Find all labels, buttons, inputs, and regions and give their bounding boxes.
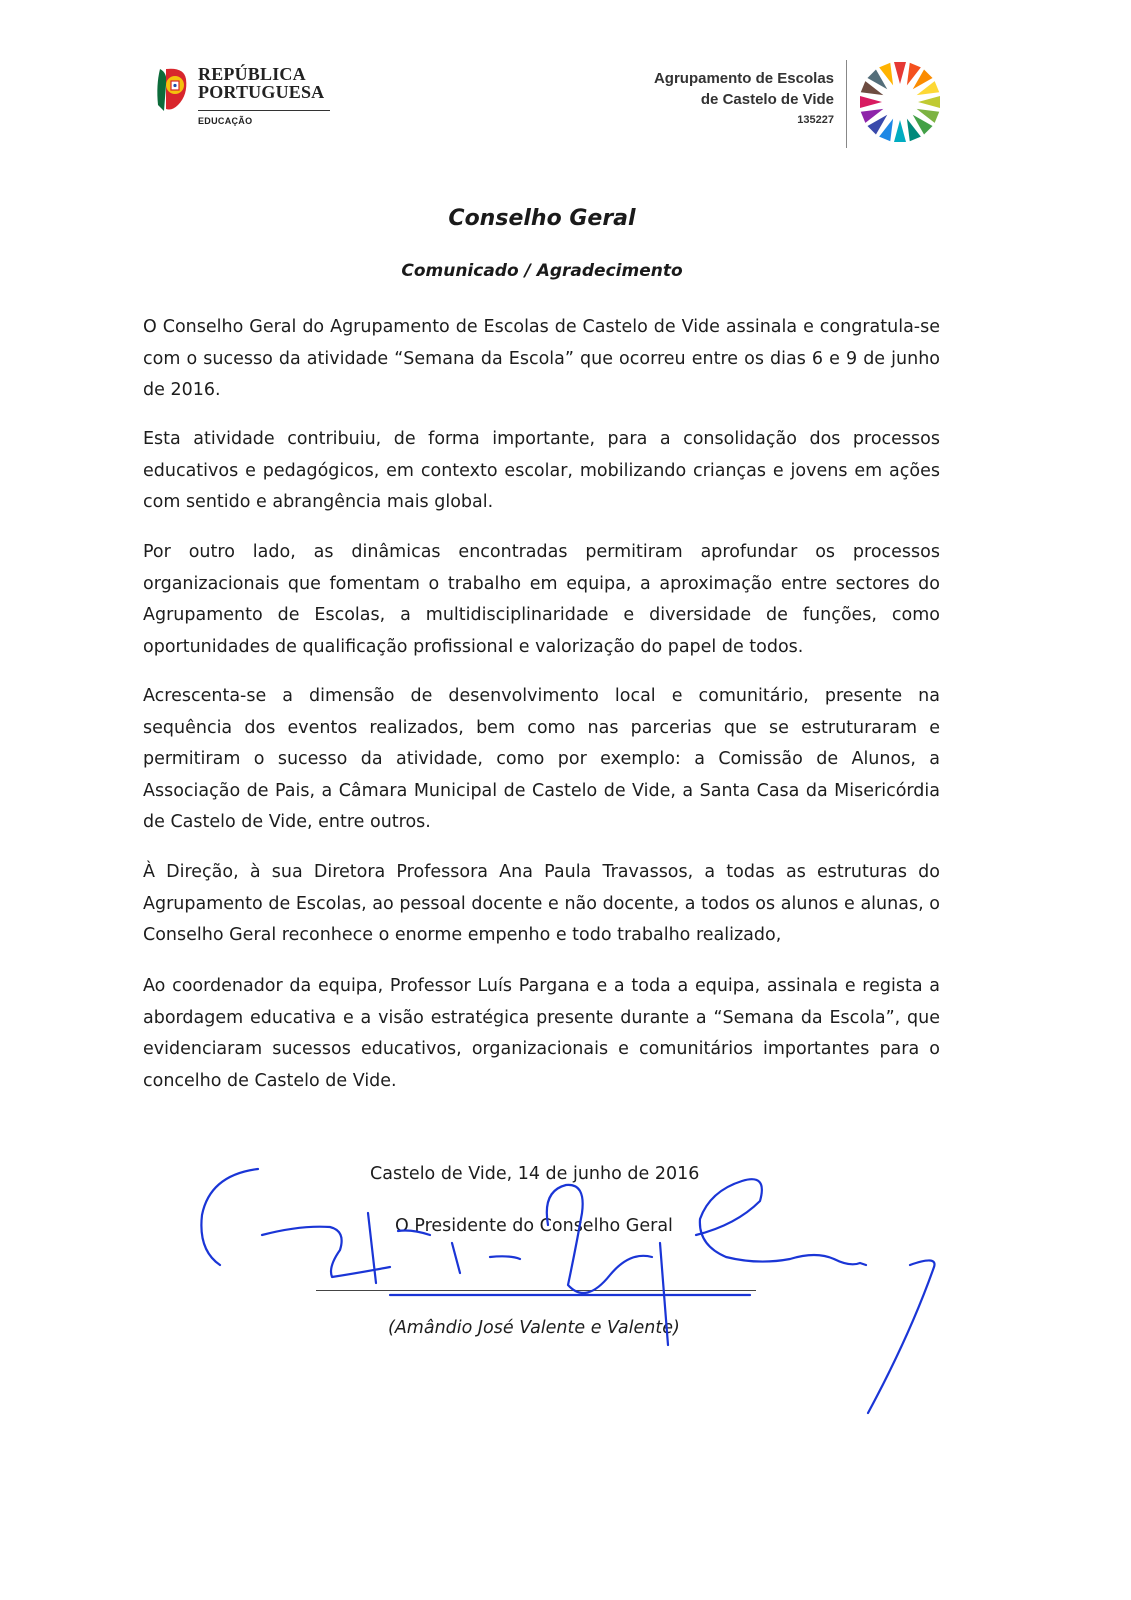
signer-name: (Amândio José Valente e Valente)	[388, 1318, 680, 1338]
agrupamento-flower-logo-icon	[856, 58, 944, 146]
page-title: Conselho Geral	[448, 206, 636, 231]
agrupamento-header	[600, 68, 860, 152]
paragraph-3: Por outro lado, as dinâmicas encontradas permitiram aprofundar os processos organizacionais que fomentam o trabalho em equipa, a aproximação entre sectores do Agrupamento de Escolas, a multidisciplinaridade e diversidade de funções, como oportunidades de qualificação profissional e valorização do papel de todos.	[143, 542, 940, 657]
republica-portuguesa-logo	[154, 63, 334, 133]
paragraph-1: O Conselho Geral do Agrupamento de Escolas de Castelo de Vide assinala e congratula-se com o sucesso da atividade “Semana da Escola” que ocorreu entre os dias 6 e 9 de junho de 2016.	[143, 317, 940, 400]
header-divider	[846, 60, 847, 148]
paragraph-5: À Direção, à sua Diretora Professora Ana Paula Travassos, a todas as estruturas do Agrupamento de Escolas, ao pessoal docente e não docente, a todos os alunos e alunas, o Conselho Geral reconhece o enorme empenho e todo trabalho realizado,	[143, 862, 940, 945]
paragraph-4: Acrescenta-se a dimensão de desenvolvimento local e comunitário, presente na sequência dos eventos realizados, bem como nas parcerias que se estruturaram e permitiram o sucesso da atividade, como por exemplo: a Comissão de Alunos, a Associação de Pais, a Câmara Municipal de Castelo de Vide, a Santa Casa da Misericórdia de Castelo de Vide, entre outros.	[143, 686, 940, 832]
department-label: EDUCAÇÃO	[198, 116, 253, 126]
paragraph-6: Ao coordenador da equipa, Professor Luís Pargana e a toda a equipa, assinala e regista a abordagem educativa e a visão estratégica presente durante a “Semana da Escola”, que evidenciaram sucessos educativos, organizacionais e comunitários importantes para o concelho de Castelo de Vide.	[143, 976, 940, 1091]
paragraph-2: Esta atividade contribuiu, de forma importante, para a consolidação dos processos educativos e pedagógicos, em contexto escolar, mobilizando crianças e jovens em ações com sentido e abrangência mais global.	[143, 429, 940, 512]
flower-petal	[894, 62, 906, 84]
agrupamento-name-line2: de Castelo de Vide	[700, 91, 834, 108]
flower-petal	[860, 96, 882, 108]
agrupamento-code: 135227	[797, 114, 834, 126]
republica-portuguesa-wordmark: REPÚBLICA PORTUGUESA	[198, 64, 325, 102]
page-subtitle: Comunicado / Agradecimento	[401, 261, 683, 281]
flower-petal	[918, 96, 940, 108]
signer-role: O Presidente do Conselho Geral	[395, 1216, 673, 1236]
logo-rule	[198, 110, 330, 111]
handwritten-signature	[190, 1155, 950, 1445]
coat-of-arms-icon	[154, 65, 190, 115]
agrupamento-name-line1: Agrupamento de Escolas	[653, 70, 834, 87]
flower-petal	[894, 120, 906, 142]
place-and-date: Castelo de Vide, 14 de junho de 2016	[370, 1164, 700, 1184]
